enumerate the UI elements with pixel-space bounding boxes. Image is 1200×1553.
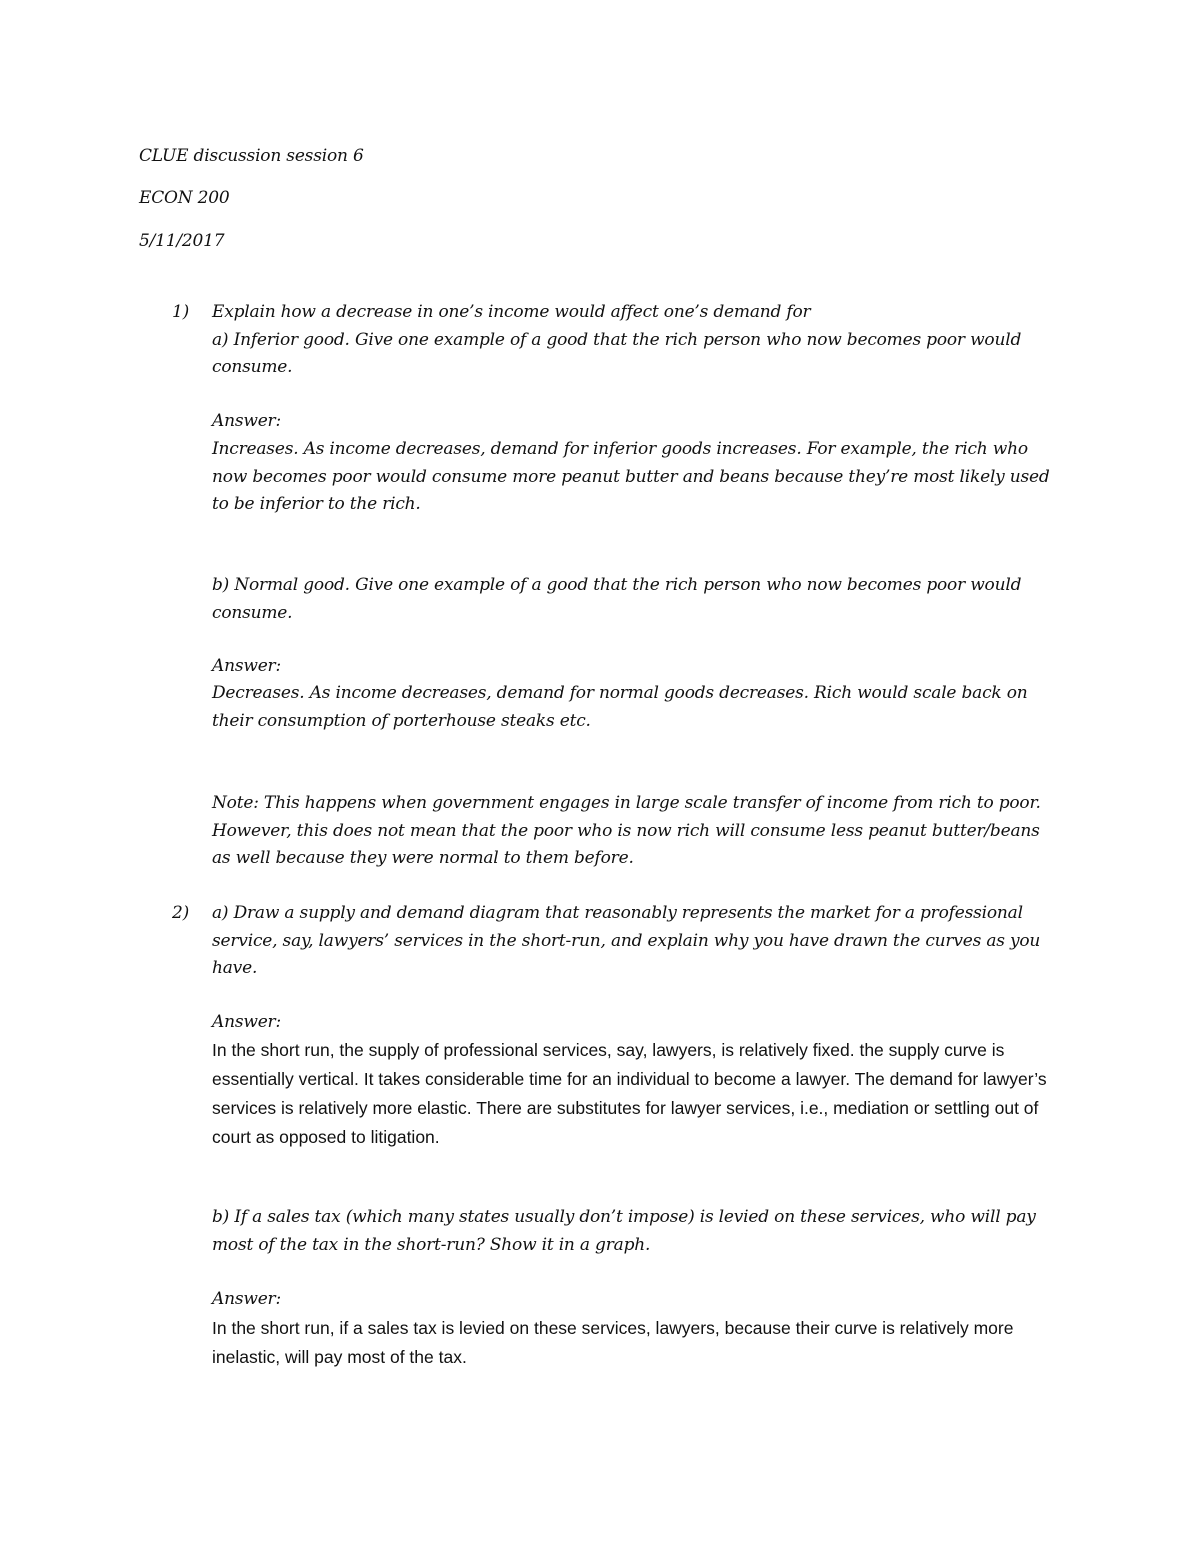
question-2-number: 2) <box>172 903 190 923</box>
document-date: 5/11/2017 <box>139 231 225 251</box>
question-1a-answer-label: Answer: <box>212 411 282 431</box>
question-2b-prompt: b) If a sales tax (which many states usually don’t impose) is levied on these services, who will pay most of the tax in the short-run? Show it in a graph. <box>212 1207 1036 1255</box>
question-1b-answer-label: Answer: <box>212 656 282 676</box>
question-2a-prompt: a) Draw a supply and demand diagram that reasonably represents the market for a professional service, say, lawyers’ services in the short-run, and explain why you have drawn the curves as you have. <box>212 903 1041 978</box>
question-1b-answer: Decreases. As income decreases, demand for normal goods decreases. Rich would scale back on their consumption of porterhouse steaks etc. <box>212 683 1028 731</box>
question-1-number: 1) <box>172 302 190 322</box>
question-1-note: Note: This happens when government engages in large scale transfer of income from rich to poor. However, this does not mean that the poor who is now rich will consume less peanut butter/beans as well because they were normal to them before. <box>212 793 1041 868</box>
question-1b-prompt: b) Normal good. Give one example of a good that the rich person who now becomes poor would consume. <box>212 575 1022 623</box>
question-1-prompt: Explain how a decrease in one’s income would affect one’s demand for a) Inferior good. Give one example of a good that the rich person who now becomes poor would consume. <box>212 302 1022 377</box>
course-code: ECON 200 <box>139 188 230 208</box>
question-1a-answer: Increases. As income decreases, demand for inferior goods increases. For example, the rich who now becomes poor would consume more peanut butter and beans because they’re most likely used to be inferior to the rich. <box>212 439 1050 514</box>
document-title: CLUE discussion session 6 <box>139 146 364 166</box>
question-2b-answer-label: Answer: <box>212 1289 282 1309</box>
question-2a-answer: In the short run, the supply of professional services, say, lawyers, is relatively fixed. the supply curve is essentially vertical. It takes considerable time for an individual to become a lawyer. The demand for lawyer’s services is relatively more elastic. There are substitutes for lawyer services, i.e., mediation or settling out of court as opposed to litigation. <box>212 1040 1047 1147</box>
question-2a-answer-label: Answer: <box>212 1012 282 1032</box>
question-2b-answer: In the short run, if a sales tax is levied on these services, lawyers, because their curve is relatively more inelastic, will pay most of the tax. <box>212 1318 1014 1367</box>
